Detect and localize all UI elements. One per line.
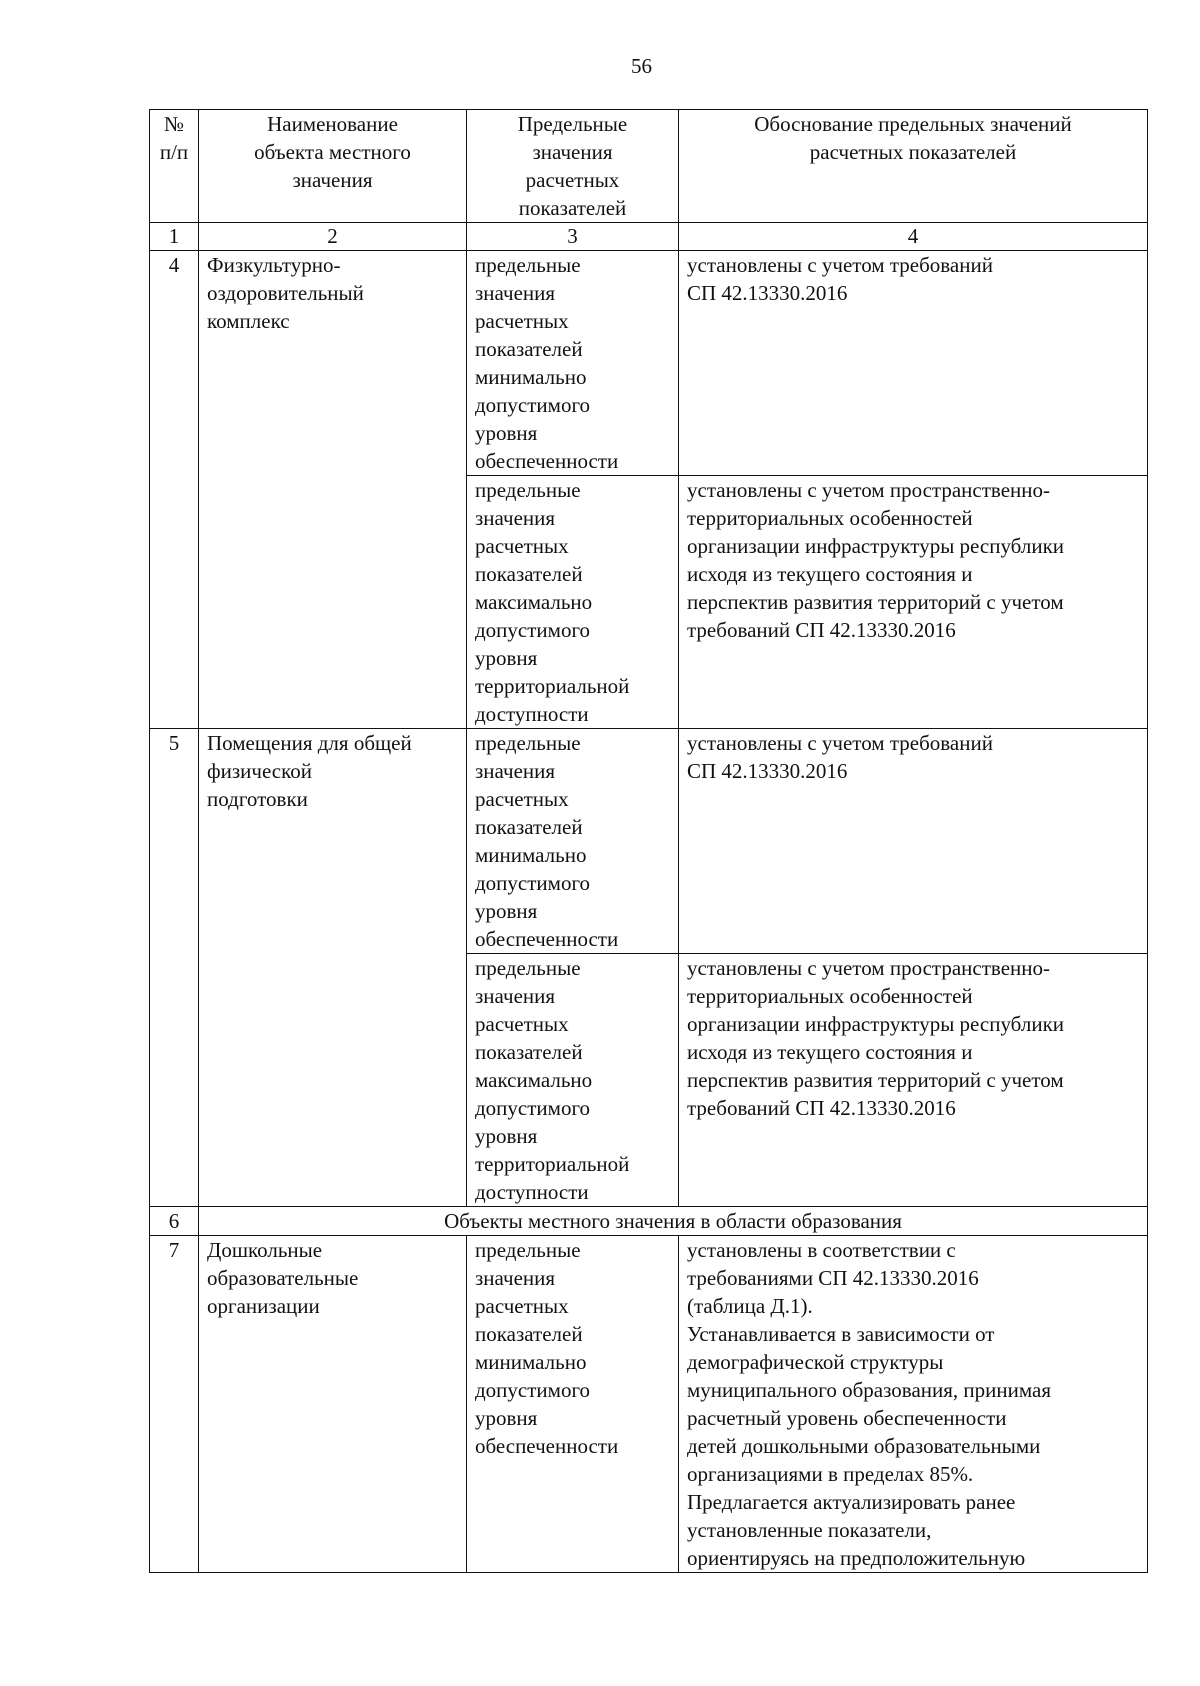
limit-cell: предельные значения расчетных показателей максимально допустимого уровня территориальной доступности [467,954,679,1207]
basis-cell: установлены с учетом пространственно- территориальных особенностей организации инфраструктуры республики исходя из текущего состояния и перспектив развития территорий с учетом требований СП 42.13330.2016 [679,476,1148,729]
page-number: 56 [631,54,652,78]
limit-cell: предельные значения расчетных показателей минимально допустимого уровня обеспеченности [467,1236,679,1573]
row-number: 4 [150,251,199,729]
object-name: Дошкольные образовательные организации [199,1236,467,1573]
column-number: 3 [467,223,679,251]
object-name: Помещения для общей физической подготовки [199,729,467,1207]
limit-cell: предельные значения расчетных показателей минимально допустимого уровня обеспеченности [467,729,679,954]
table-row [150,1236,1148,1573]
header-basis: Обоснование предельных значений расчетных показателей [679,110,1148,223]
object-name: Физкультурно- оздоровительный комплекс [199,251,467,729]
column-number: 4 [679,223,1148,251]
limit-cell: предельные значения расчетных показателей максимально допустимого уровня территориальной доступности [467,476,679,729]
basis-cell: установлены с учетом требований СП 42.13330.2016 [679,251,1148,476]
table-header-row [150,110,1148,223]
section-row [150,1207,1148,1236]
section-title: Объекты местного значения в области образования [199,1207,1148,1236]
limit-cell: предельные значения расчетных показателей минимально допустимого уровня обеспеченности [467,251,679,476]
header-num: № п/п [150,110,199,223]
row-number: 6 [150,1207,199,1236]
standards-table [149,109,1148,1573]
basis-cell: установлены с учетом пространственно- территориальных особенностей организации инфраструктуры республики исходя из текущего состояния и перспектив развития территорий с учетом требований СП 42.13330.2016 [679,954,1148,1207]
basis-cell: установлены с учетом требований СП 42.13330.2016 [679,729,1148,954]
column-number: 2 [199,223,467,251]
table-row [150,251,1148,476]
column-number: 1 [150,223,199,251]
column-number-row [150,223,1148,251]
basis-cell: установлены в соответствии с требованиями СП 42.13330.2016 (таблица Д.1). Устанавливается в зависимости от демографической структуры муниципального образования, принимая расчетный уровень обеспеченности детей дошкольными образовательными организациями в пределах 85%. Предлагается актуализировать ранее установленные показатели, ориентируясь на предположительную [679,1236,1148,1573]
row-number: 5 [150,729,199,1207]
row-number: 7 [150,1236,199,1573]
header-limits: Предельные значения расчетных показателей [467,110,679,223]
header-name: Наименование объекта местного значения [199,110,467,223]
table-row [150,729,1148,954]
